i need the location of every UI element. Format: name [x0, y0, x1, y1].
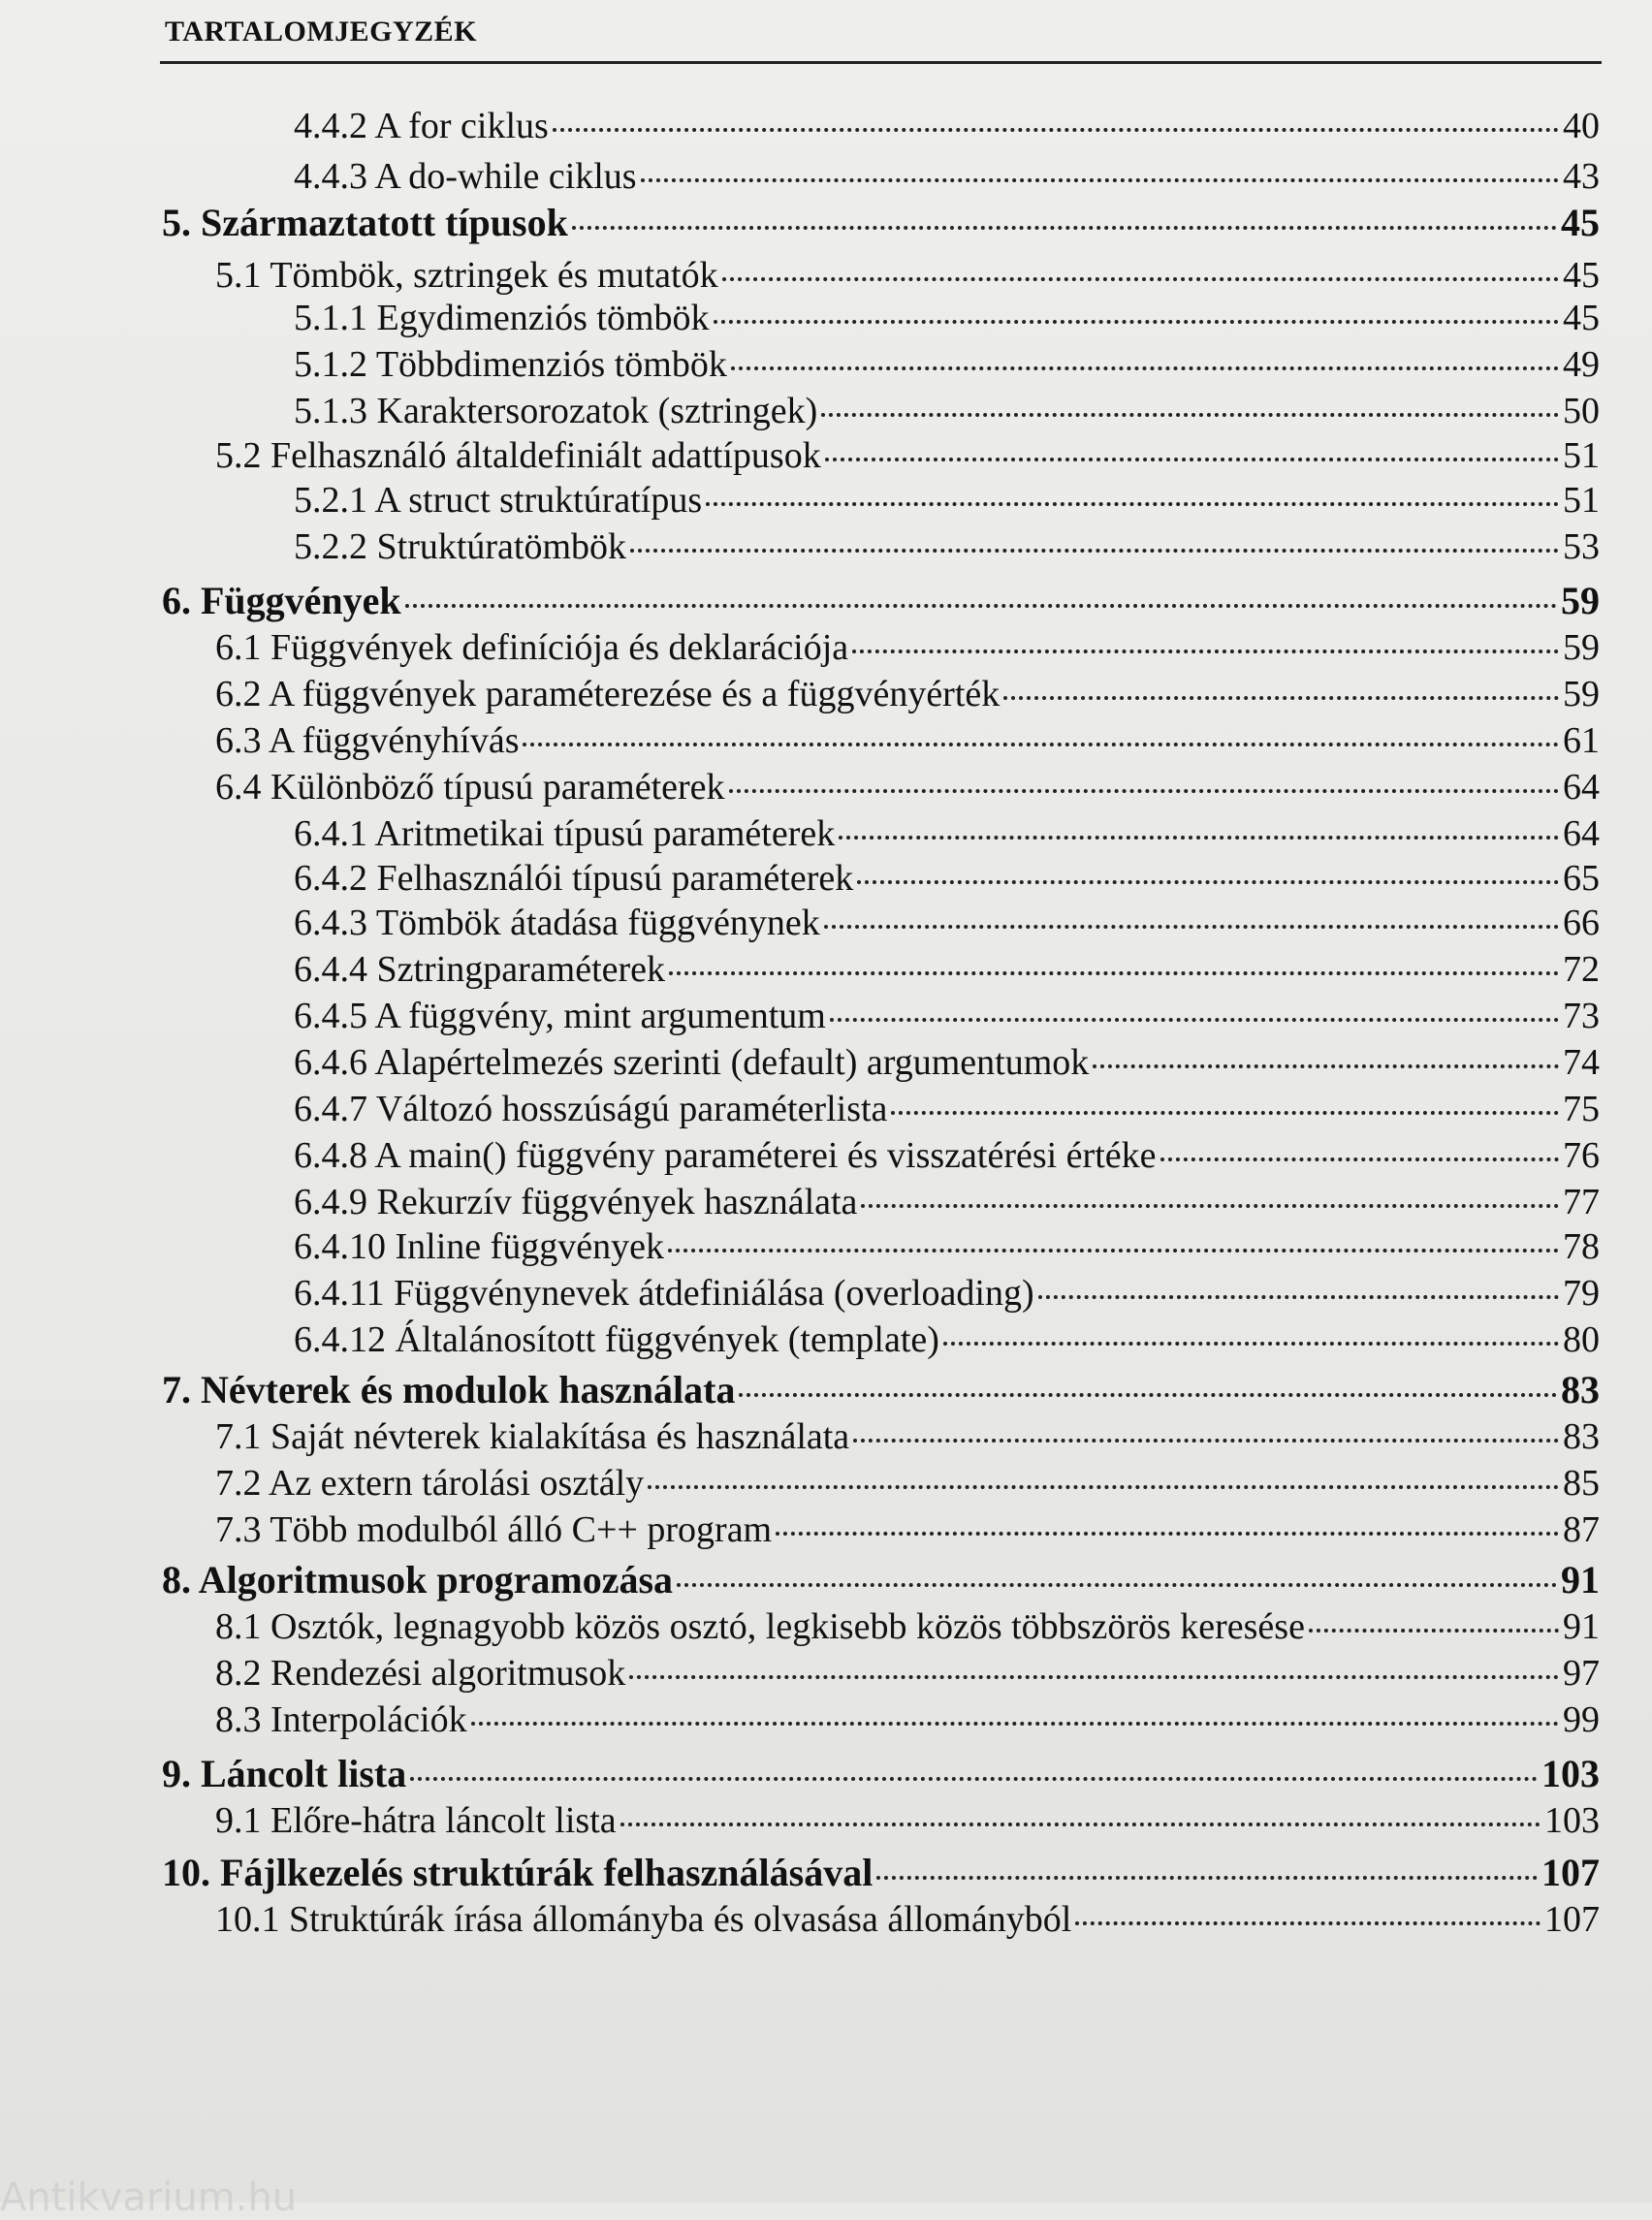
toc-entry: [215, 434, 1600, 477]
toc-entry-title: 6.4.11 Függvénynevek átdefiniálása (overloading): [294, 1273, 1034, 1314]
toc-entry: [215, 1462, 1600, 1505]
dot-leader: [669, 971, 1559, 975]
toc-entry: [162, 578, 1600, 623]
toc-entry-page: 59: [1561, 579, 1600, 622]
dot-leader: [630, 549, 1559, 553]
toc-entry-title: 6.2 A függvények paraméterezése és a függvényérték: [215, 674, 1001, 714]
toc-entry: [215, 673, 1600, 715]
toc-entry-title: 5. Származtatott típusok: [162, 201, 568, 244]
toc-entry-page: 77: [1563, 1182, 1600, 1222]
toc-entry-title: 7.3 Több modulból álló C++ program: [215, 1509, 773, 1550]
dot-leader: [852, 650, 1559, 653]
toc-entry-page: 45: [1563, 255, 1600, 296]
toc-entry-page: 73: [1563, 996, 1600, 1036]
toc-entry: [294, 343, 1600, 386]
toc-entry-page: 51: [1563, 435, 1600, 476]
toc-entry: [294, 105, 1600, 147]
dot-leader: [739, 1393, 1557, 1397]
toc-entry: [294, 1225, 1600, 1268]
toc-entry-page: 97: [1563, 1653, 1600, 1694]
toc-entry: [162, 1751, 1600, 1796]
toc-entry-title: 9. Láncolt lista: [162, 1752, 407, 1795]
toc-entry: [294, 1272, 1600, 1315]
toc-entry: [294, 1318, 1600, 1361]
toc-entry-page: 43: [1563, 156, 1600, 197]
dot-leader: [410, 1777, 1538, 1781]
toc-entry: [162, 1850, 1600, 1895]
toc-entry-page: 64: [1563, 767, 1600, 808]
toc-entry: [162, 1557, 1600, 1602]
toc-entry-page: 87: [1563, 1509, 1600, 1550]
toc-entry-title: 10.1 Struktúrák írása állományba és olvasása állományból: [215, 1899, 1072, 1940]
toc-entry-page: 40: [1563, 106, 1600, 146]
toc-entry: [162, 1367, 1600, 1412]
toc-entry-title: 5.1.1 Egydimenziós tömbök: [294, 298, 710, 338]
toc-entry-page: 75: [1563, 1089, 1600, 1129]
toc-entry-title: 5.1.3 Karaktersorozatok (sztringek): [294, 391, 818, 431]
toc-entry-title: 7.2 Az extern tárolási osztály: [215, 1463, 645, 1504]
toc-entry-title: 6.4.4 Sztringparaméterek: [294, 949, 666, 990]
toc-entry: [215, 254, 1600, 297]
toc-entry-title: 6.1 Függvények definíciója és deklarációja: [215, 627, 849, 668]
dot-leader: [857, 880, 1559, 884]
toc-entry-title: 4.4.2 A for ciklus: [294, 106, 549, 146]
toc-entry-title: 6.4.3 Tömbök átadása függvénynek: [294, 903, 820, 943]
dot-leader: [572, 226, 1557, 230]
dot-leader: [891, 1111, 1559, 1115]
dot-leader: [824, 925, 1559, 929]
dot-leader: [722, 277, 1559, 281]
toc-entry-title: 6.3 A függvényhívás: [215, 720, 520, 761]
toc-entry: [215, 1698, 1600, 1741]
toc-entry-title: 6.4.12 Általánosított függvények (template): [294, 1319, 939, 1360]
toc-entry: [215, 1799, 1600, 1842]
toc-entry: [294, 297, 1600, 339]
toc-entry: [294, 857, 1600, 900]
toc-entry: [294, 390, 1600, 432]
toc-entry-page: 83: [1561, 1368, 1600, 1411]
dot-leader: [821, 413, 1559, 417]
dot-leader: [943, 1342, 1559, 1346]
toc-entry-page: 79: [1563, 1273, 1600, 1314]
toc-entry-page: 85: [1563, 1463, 1600, 1504]
toc-entry-page: 49: [1563, 344, 1600, 385]
dot-leader: [839, 836, 1559, 840]
dot-leader: [853, 1439, 1559, 1443]
toc-entry-title: 10. Fájlkezelés struktúrák felhasználásával: [162, 1851, 874, 1894]
toc-entry-page: 50: [1563, 391, 1600, 431]
toc-entry: [294, 525, 1600, 568]
toc-entry-page: 78: [1563, 1226, 1600, 1267]
dot-leader: [677, 1583, 1557, 1587]
dot-leader: [641, 178, 1559, 182]
dot-leader: [729, 789, 1559, 793]
toc-entry-page: 83: [1563, 1416, 1600, 1457]
toc-entry: [294, 1088, 1600, 1130]
header-rule: [160, 61, 1602, 64]
toc-entry-page: 51: [1563, 480, 1600, 521]
toc-entry-title: 9.1 Előre-hátra láncolt lista: [215, 1800, 617, 1841]
dot-leader: [1075, 1921, 1541, 1925]
toc-entry: [294, 1134, 1600, 1177]
toc-entry-page: 99: [1563, 1699, 1600, 1740]
dot-leader: [1160, 1158, 1560, 1161]
toc-entry-title: 8.3 Interpolációk: [215, 1699, 467, 1740]
toc-entry: [215, 766, 1600, 809]
toc-entry-title: 7.1 Saját névterek kialakítása és használata: [215, 1416, 850, 1457]
toc-entry-page: 107: [1544, 1899, 1600, 1940]
toc-entry-title: 6.4.7 Változó hosszúságú paraméterlista: [294, 1089, 888, 1129]
toc-entry-title: 5.1 Tömbök, sztringek és mutatók: [215, 255, 718, 296]
dot-leader: [1093, 1064, 1559, 1068]
dot-leader: [731, 366, 1559, 370]
toc-entry: [294, 995, 1600, 1037]
toc-entry: [215, 626, 1600, 669]
toc-entry: [294, 1041, 1600, 1084]
toc-entry-title: 7. Névterek és modulok használata: [162, 1368, 736, 1411]
toc-entry-title: 8. Algoritmusok programozása: [162, 1558, 674, 1602]
toc-entry: [294, 479, 1600, 522]
toc-entry-title: 6.4.1 Aritmetikai típusú paraméterek: [294, 813, 836, 854]
toc-entry-title: 6.4.8 A main() függvény paraméterei és visszatérési értéke: [294, 1135, 1157, 1176]
dot-leader: [861, 1204, 1559, 1208]
toc-entry-page: 59: [1563, 627, 1600, 668]
toc-entry-page: 53: [1563, 526, 1600, 567]
toc-entry: [215, 1415, 1600, 1458]
toc-entry-title: 5.1.2 Többdimenziós tömbök: [294, 344, 727, 385]
toc-entry: [294, 155, 1600, 198]
toc-entry-title: 4.4.3 A do-while ciklus: [294, 156, 637, 197]
toc-entry: [215, 719, 1600, 762]
toc-entry-page: 91: [1561, 1558, 1600, 1602]
toc-entry-page: 61: [1563, 720, 1600, 761]
toc-entry-title: 5.2.2 Struktúratömbök: [294, 526, 627, 567]
toc-entry-title: 6.4.10 Inline függvények: [294, 1226, 665, 1267]
running-head: TARTALOMJEGYZÉK: [165, 16, 478, 48]
dot-leader: [471, 1722, 1559, 1726]
toc-entry-page: 72: [1563, 949, 1600, 990]
toc-entry-page: 65: [1563, 858, 1600, 899]
toc-entry-title: 6.4.5 A függvény, mint argumentum: [294, 996, 826, 1036]
toc-entry-title: 8.2 Rendezési algoritmusok: [215, 1653, 626, 1694]
toc-entry-page: 103: [1544, 1800, 1600, 1841]
dot-leader: [620, 1823, 1541, 1826]
toc-entry: [162, 200, 1600, 245]
toc-entry-title: 8.1 Osztók, legnagyobb közös osztó, legkisebb közös többszörös keresése: [215, 1606, 1305, 1647]
toc-entry-title: 6.4.2 Felhasználói típusú paraméterek: [294, 858, 854, 899]
dot-leader: [1038, 1295, 1559, 1299]
toc-entry-page: 45: [1561, 201, 1600, 244]
toc-entry: [215, 1508, 1600, 1551]
toc-entry-page: 91: [1563, 1606, 1600, 1647]
toc-entry-page: 80: [1563, 1319, 1600, 1360]
toc-entry: [294, 1181, 1600, 1223]
toc-entry-page: 66: [1563, 903, 1600, 943]
dot-leader: [405, 604, 1557, 608]
toc-entry-title: 6.4.9 Rekurzív függvények használata: [294, 1182, 858, 1222]
dot-leader: [830, 1018, 1559, 1022]
toc-entry: [215, 1652, 1600, 1695]
toc-entry: [294, 812, 1600, 855]
toc-entry: [294, 948, 1600, 991]
dot-leader: [523, 743, 1559, 746]
toc-entry-title: 6.4.6 Alapértelmezés szerinti (default) argumentumok: [294, 1042, 1090, 1083]
toc-entry-page: 59: [1563, 674, 1600, 714]
dot-leader: [706, 502, 1559, 506]
watermark: Antikvarium.hu: [0, 2175, 298, 2220]
dot-leader: [1003, 696, 1559, 700]
toc-entry-page: 45: [1563, 298, 1600, 338]
toc-entry-page: 64: [1563, 813, 1600, 854]
dot-leader: [776, 1532, 1559, 1536]
dot-leader: [876, 1876, 1538, 1880]
dot-leader: [825, 458, 1559, 461]
dot-leader: [648, 1485, 1559, 1489]
dot-leader: [668, 1249, 1559, 1253]
toc-entry-title: 6.4 Különböző típusú paraméterek: [215, 767, 725, 808]
toc-entry-page: 74: [1563, 1042, 1600, 1083]
toc-entry: [215, 1605, 1600, 1648]
dot-leader: [629, 1675, 1559, 1679]
toc-entry-page: 103: [1541, 1752, 1600, 1795]
dot-leader: [1309, 1629, 1559, 1633]
dot-leader: [553, 128, 1559, 132]
dot-leader: [714, 320, 1559, 324]
toc-entry-page: 76: [1563, 1135, 1600, 1176]
toc-entry: [294, 902, 1600, 944]
toc-entry-title: 6. Függvények: [162, 579, 401, 622]
toc-entry-title: 5.2.1 A struct struktúratípus: [294, 480, 703, 521]
toc-entry-title: 5.2 Felhasználó általdefiniált adattípusok: [215, 435, 821, 476]
toc-entry: [215, 1898, 1600, 1941]
toc-entry-page: 107: [1541, 1851, 1600, 1894]
